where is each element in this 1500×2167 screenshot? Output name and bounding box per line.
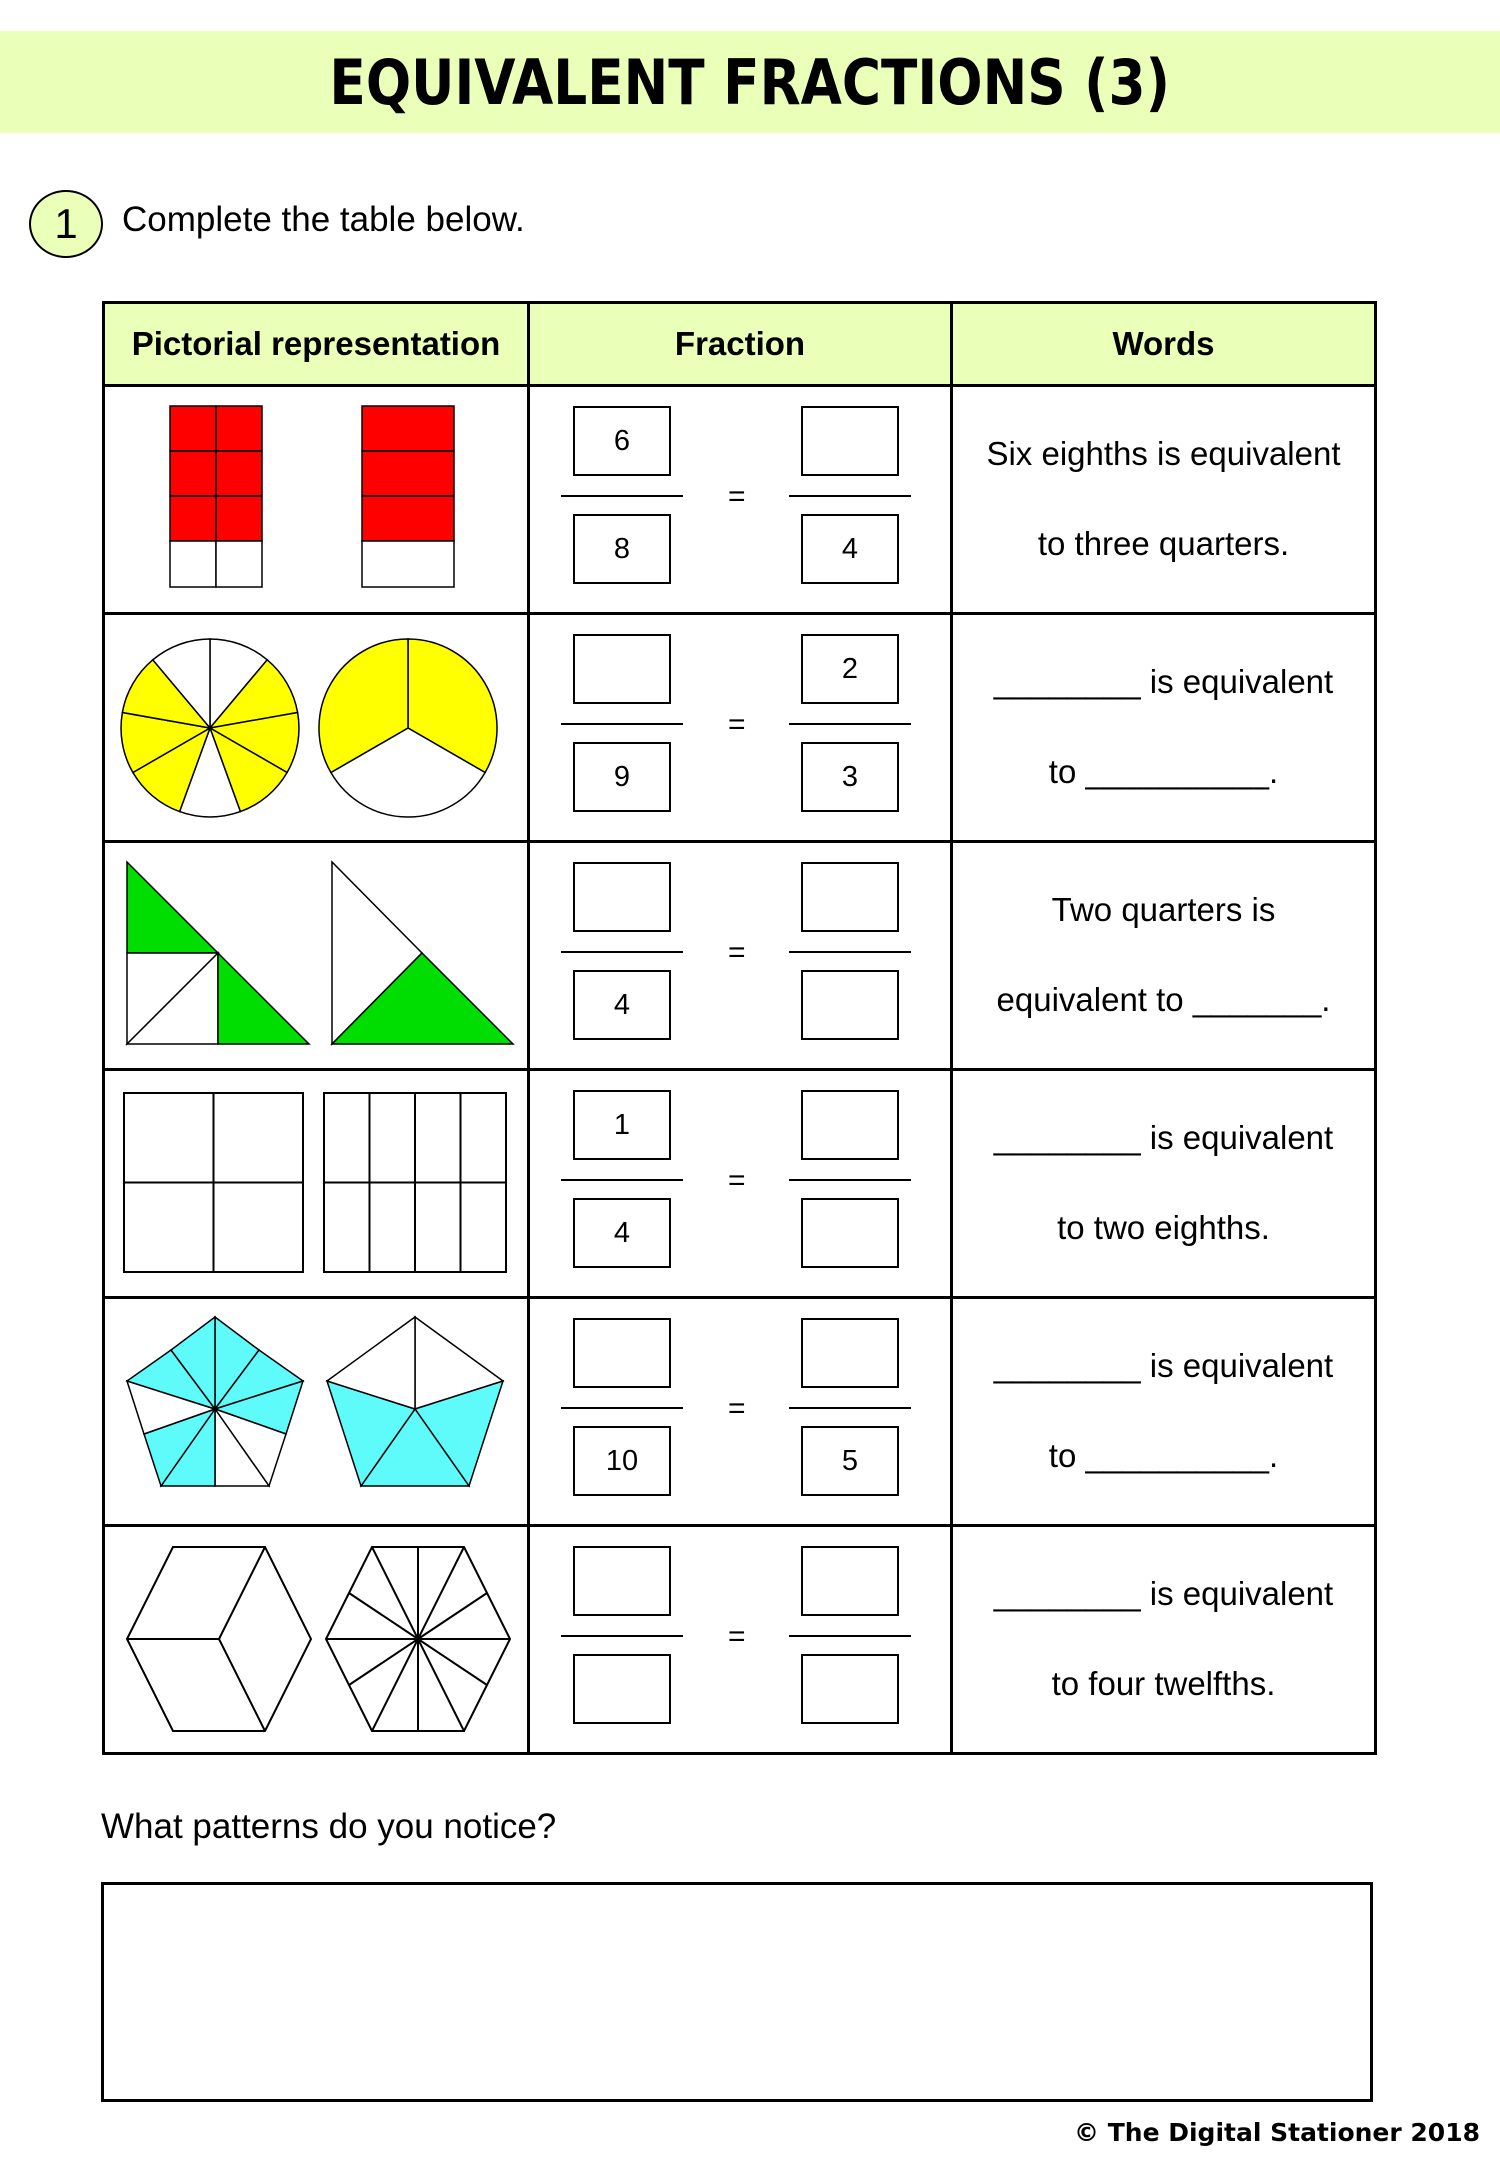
denominator-box[interactable]: [801, 1198, 899, 1268]
page-title: EQUIVALENT FRACTIONS (3): [329, 45, 1171, 119]
header-pictorial: Pictorial representation: [104, 303, 529, 386]
numerator-box[interactable]: [801, 406, 899, 476]
pictorial-cell: [104, 1070, 529, 1298]
fraction-bar: [561, 1635, 683, 1637]
squares-picture: [105, 1071, 527, 1296]
denominator-box[interactable]: 5: [801, 1426, 899, 1496]
denominator-box[interactable]: 9: [573, 742, 671, 812]
table-row: [104, 386, 1376, 614]
equals-sign: =: [728, 708, 746, 741]
fraction-cell: [529, 1526, 952, 1754]
words-line-1: ________ is equivalent: [993, 1119, 1334, 1156]
fraction-bar: [561, 1407, 683, 1409]
fraction-bar: [561, 951, 683, 953]
table-row: [104, 1070, 1376, 1298]
words-line-1: Two quarters is: [1051, 891, 1276, 928]
numerator-box[interactable]: [573, 634, 671, 704]
fraction-bar: [789, 1407, 911, 1409]
patterns-answer-box[interactable]: [101, 1882, 1373, 2102]
words-cell: [952, 1526, 1376, 1754]
words-cell: [952, 842, 1376, 1070]
copyright-notice: © The Digital Stationer 2018: [1074, 2118, 1480, 2147]
equals-sign: =: [728, 1164, 746, 1197]
patterns-question: What patterns do you notice?: [101, 1807, 557, 1846]
fraction-cell: [529, 386, 952, 614]
denominator-box[interactable]: 4: [801, 514, 899, 584]
pictorial-cell: [104, 614, 529, 842]
fraction-bar: [789, 1635, 911, 1637]
question-number-badge: 1: [29, 190, 103, 258]
triangles-picture: [105, 843, 527, 1068]
equals-sign: =: [728, 936, 746, 969]
numerator-box[interactable]: [573, 1546, 671, 1616]
denominator-box[interactable]: [801, 970, 899, 1040]
words-cell: [952, 1298, 1376, 1526]
denominator-box[interactable]: [801, 1654, 899, 1724]
question-instruction: Complete the table below.: [122, 200, 525, 239]
words-line-1: Six eighths is equivalent: [986, 435, 1341, 472]
words-line-2: to four twelfths.: [1051, 1665, 1276, 1702]
pentagons-picture: [105, 1299, 527, 1524]
fraction-cell: [529, 842, 952, 1070]
numerator-box[interactable]: [801, 1090, 899, 1160]
numerator-box[interactable]: [801, 1546, 899, 1616]
numerator-box[interactable]: [573, 1318, 671, 1388]
numerator-box[interactable]: 1: [573, 1090, 671, 1160]
title-banner: [0, 31, 1500, 133]
numerator-box[interactable]: [801, 1318, 899, 1388]
header-fraction: Fraction: [529, 303, 952, 386]
denominator-box[interactable]: 4: [573, 970, 671, 1040]
table-row: [104, 614, 1376, 842]
fraction-bar: [561, 723, 683, 725]
words-line-1: ________ is equivalent: [993, 1575, 1334, 1612]
numerator-box[interactable]: 6: [573, 406, 671, 476]
table-row: [104, 842, 1376, 1070]
words-line-2: equivalent to _______.: [996, 981, 1331, 1018]
fraction-cell: [529, 1298, 952, 1526]
denominator-box[interactable]: 10: [573, 1426, 671, 1496]
fractions-table: [102, 301, 1377, 1755]
numerator-box[interactable]: [573, 862, 671, 932]
words-line-2: to two eighths.: [1057, 1209, 1270, 1246]
equals-sign: =: [728, 480, 746, 513]
numerator-box[interactable]: 2: [801, 634, 899, 704]
words-line-2: to __________.: [1048, 753, 1279, 790]
numerator-box[interactable]: [801, 862, 899, 932]
equals-sign: =: [728, 1620, 746, 1653]
words-line-2: to __________.: [1048, 1437, 1279, 1474]
words-line-1: ________ is equivalent: [993, 663, 1334, 700]
words-line-2: to three quarters.: [1037, 525, 1290, 562]
words-cell: [952, 614, 1376, 842]
table-row: [104, 1298, 1376, 1526]
fraction-bar: [789, 951, 911, 953]
fraction-bar: [789, 723, 911, 725]
words-cell: [952, 386, 1376, 614]
words-line-1: ________ is equivalent: [993, 1347, 1334, 1384]
table-row: [104, 1526, 1376, 1754]
pictorial-cell: [104, 386, 529, 614]
denominator-box[interactable]: [573, 1654, 671, 1724]
header-words: Words: [952, 303, 1376, 386]
fraction-bar: [561, 495, 683, 497]
denominator-box[interactable]: 8: [573, 514, 671, 584]
pictorial-cell: [104, 1526, 529, 1754]
denominator-box[interactable]: 4: [573, 1198, 671, 1268]
rectangles-picture: [105, 387, 527, 612]
fraction-cell: [529, 1070, 952, 1298]
words-cell: [952, 1070, 1376, 1298]
denominator-box[interactable]: 3: [801, 742, 899, 812]
hexagons-picture: [105, 1527, 527, 1752]
pictorial-cell: [104, 1298, 529, 1526]
fraction-cell: [529, 614, 952, 842]
fraction-bar: [789, 495, 911, 497]
circles-picture: [105, 615, 527, 840]
equals-sign: =: [728, 1392, 746, 1425]
fraction-bar: [561, 1179, 683, 1181]
fraction-bar: [789, 1179, 911, 1181]
pictorial-cell: [104, 842, 529, 1070]
